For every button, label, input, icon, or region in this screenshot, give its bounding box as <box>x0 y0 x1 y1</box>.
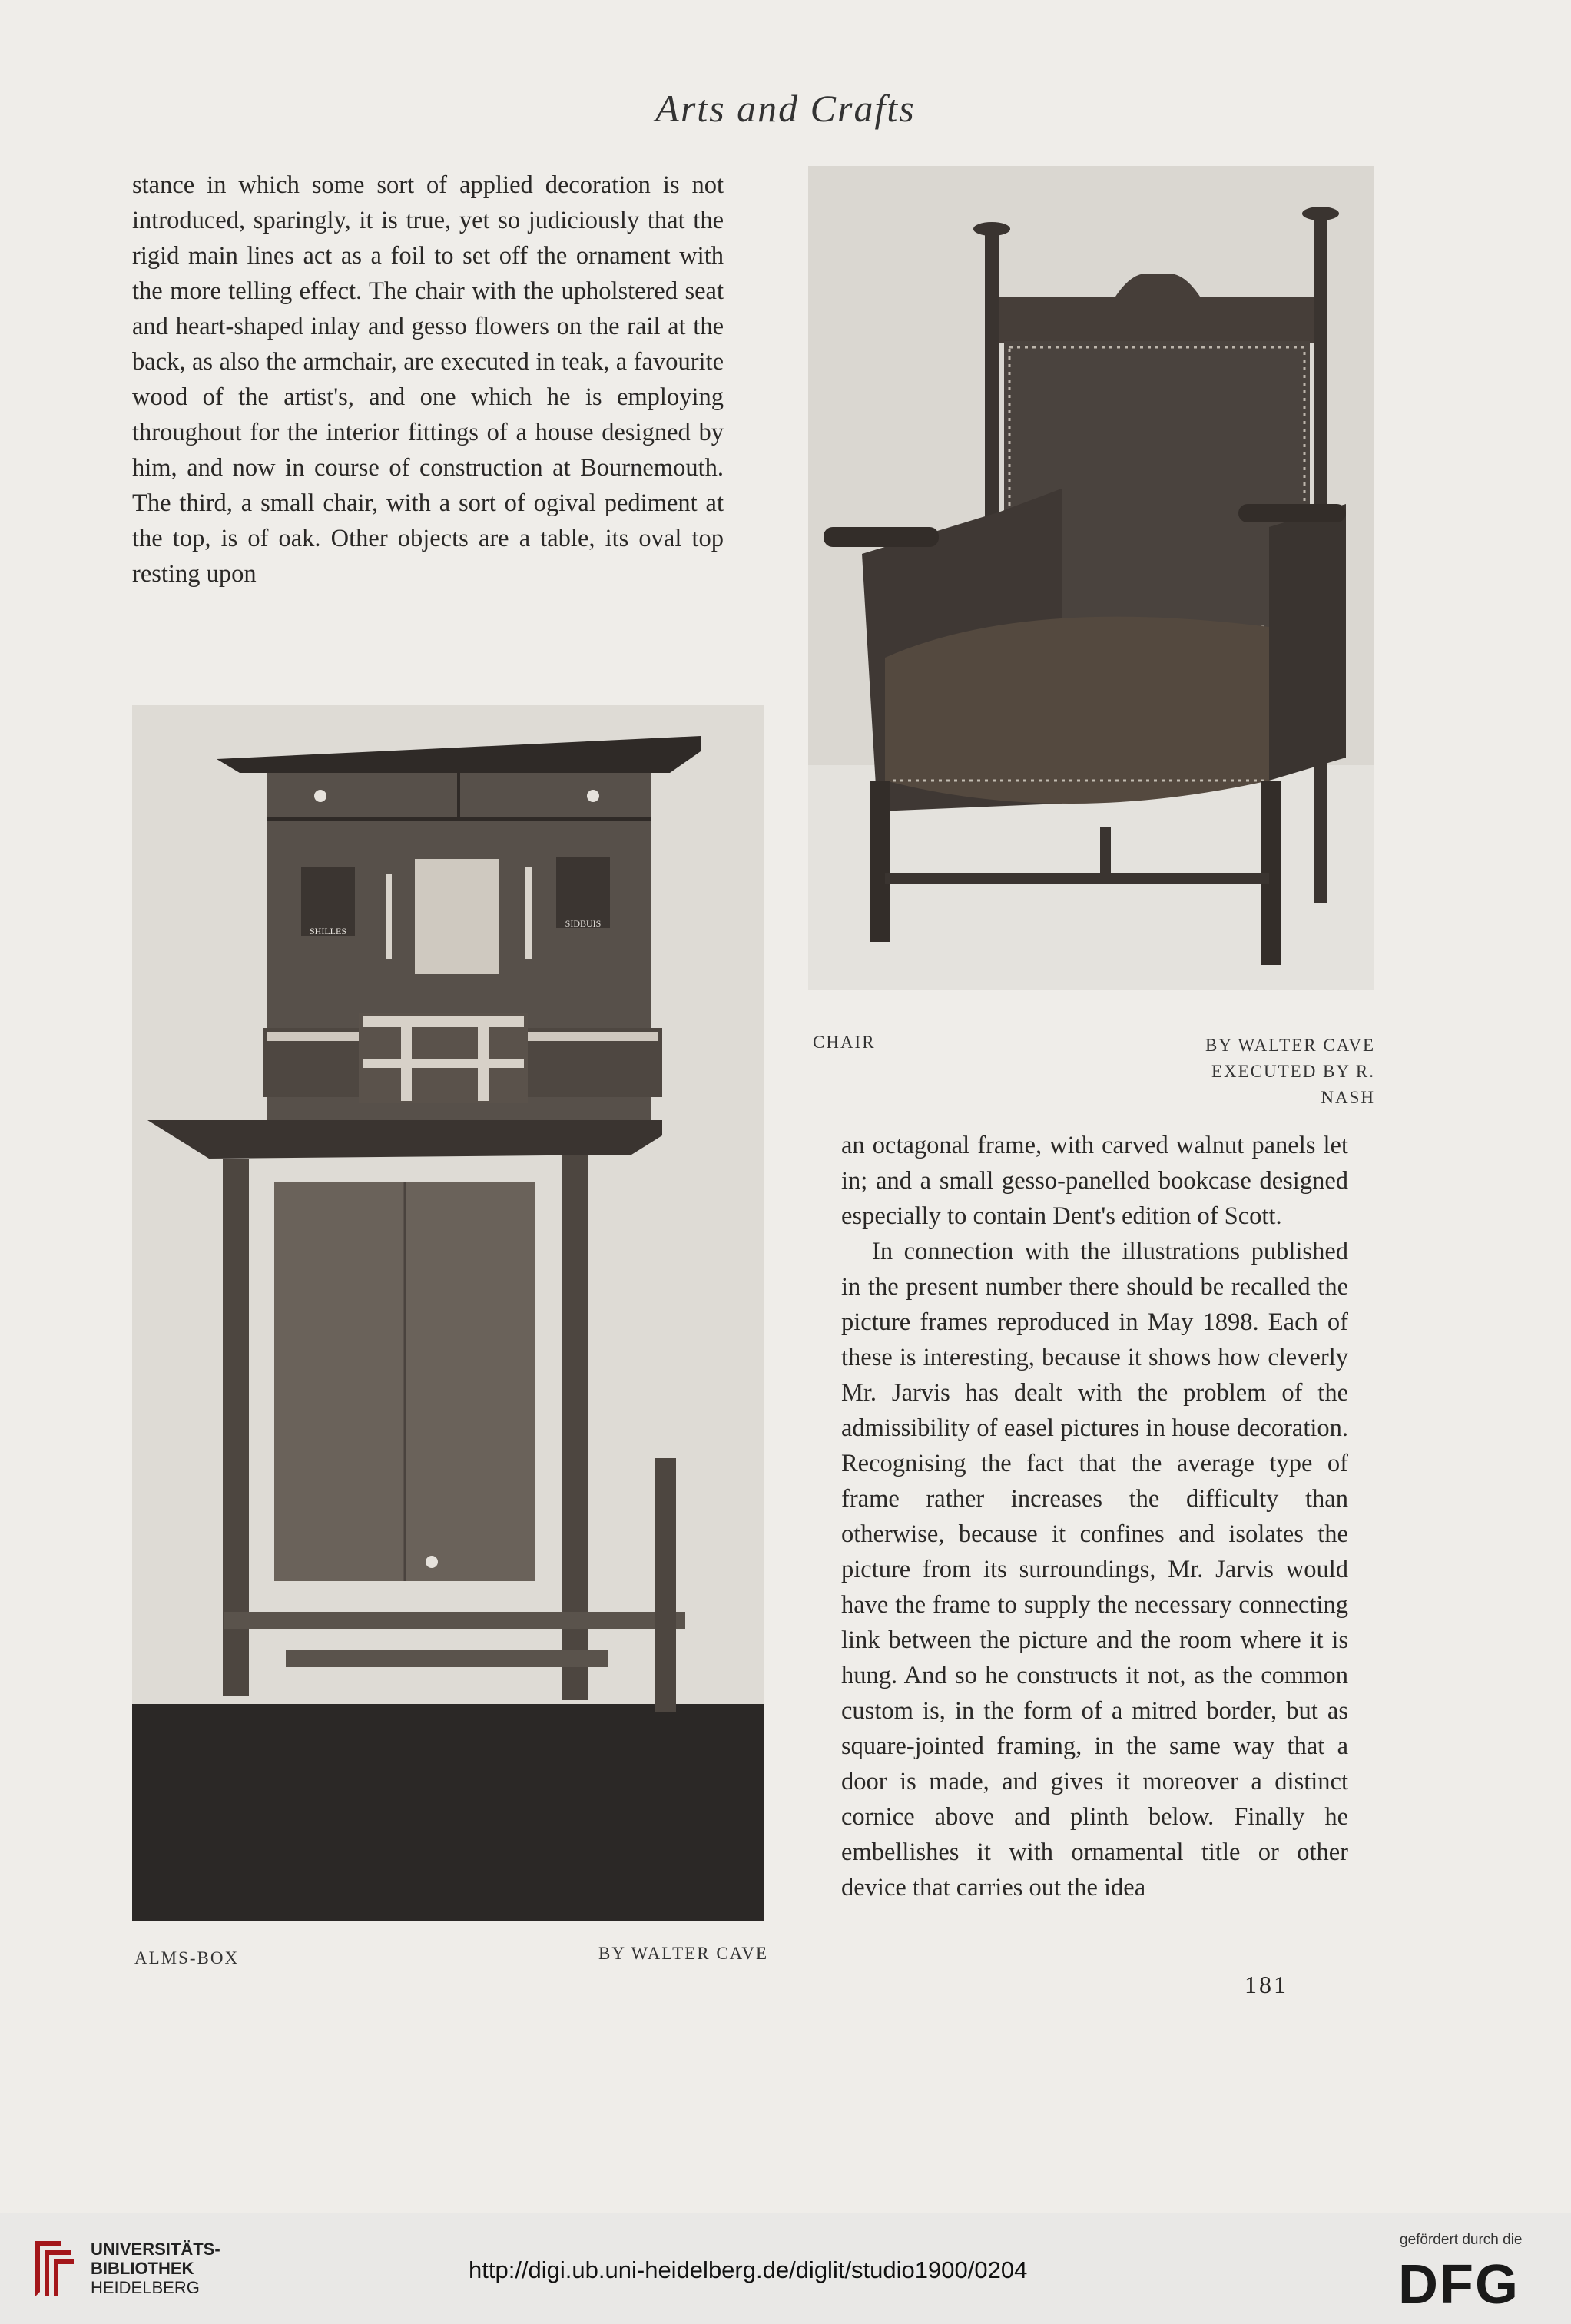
panel-left-label: SHILLES <box>310 926 346 937</box>
text-column-top <box>132 167 724 592</box>
library-name <box>91 2239 220 2297</box>
funding-caption: gefördert durch die <box>1400 2232 1523 2248</box>
chair-executed-credit: EXECUTED BY R. NASH <box>1211 1062 1375 1107</box>
alms-box-caption-title: ALMS-BOX <box>134 1948 240 1968</box>
paragraph: stance in which some sort of applied decoration is not introduced, sparingly, it is true, yet so judiciously that the rigid main lines act as a foil to set off the ornament with the more telling effect. The chair with the upholstered seat and heart-shaped inlay and gesso flowers on the rail at the back, as also the armchair, are executed in teak, a favourite wood of the artist's, and one which he is employing throughout for the interior fittings of a house designed by him, and now in course of construction at Bournemouth. The third, a small chair, with a sort of ogival pediment at the top, is of oak. Other objects are a table, its oval top resting upon <box>132 171 724 588</box>
chair-caption-credit <box>1168 1033 1375 1111</box>
panel-right-label: SIDBUIS <box>565 918 602 929</box>
library-name-line-3: HEIDELBERG <box>91 2278 200 2297</box>
paragraph: an octagonal frame, with carved walnut panels let in; and a small gesso-panelled bookcase designed especially to contain Dent's edition of Scott. <box>841 1132 1348 1230</box>
library-name-line-1: UNIVERSITÄTS- <box>91 2239 220 2259</box>
page-number: 181 <box>1245 1971 1288 1998</box>
alms-box-photograph <box>132 705 764 1921</box>
library-name-line-2: BIBLIOTHEK <box>91 2259 194 2278</box>
running-title: Arts and Crafts <box>655 87 916 130</box>
chair-caption-title: CHAIR <box>813 1033 876 1052</box>
dfg-logo: DFG <box>1398 2254 1520 2316</box>
library-logo-icon <box>31 2238 78 2299</box>
text-column-right <box>841 1128 1348 1905</box>
digitization-footer <box>0 2213 1571 2324</box>
chair-photograph <box>808 166 1374 990</box>
paragraph: In connection with the illustrations published in the present number there should be recalled the picture frames reproduced in May 1898. Each of these is interesting, because it shows how cleverly Mr. Jarvis has dealt with the problem of the admissibility of easel pictures in house decoration. Recognising the fact that the average type of frame rather increases the difficulty than otherwise, because it confines and isolates the picture from its surroundings, Mr. Jarvis would have the frame to supply the necessary connecting link between the picture and the room where it is hung. And so he constructs it not, as the common custom is, in the form of a mitred border, but as square-jointed framing, in the same way that a door is made, and gives it moreover a distinct cornice above and plinth below. Finally he embellishes it with ornamental title or other device that carries out the idea <box>841 1238 1348 1901</box>
permalink-url[interactable]: http://digi.ub.uni-heidelberg.de/diglit/studio1900/0204 <box>469 2256 1028 2283</box>
alms-box-caption-credit: BY WALTER CAVE <box>598 1944 768 1963</box>
chair-designer-credit: BY WALTER CAVE <box>1205 1036 1375 1055</box>
